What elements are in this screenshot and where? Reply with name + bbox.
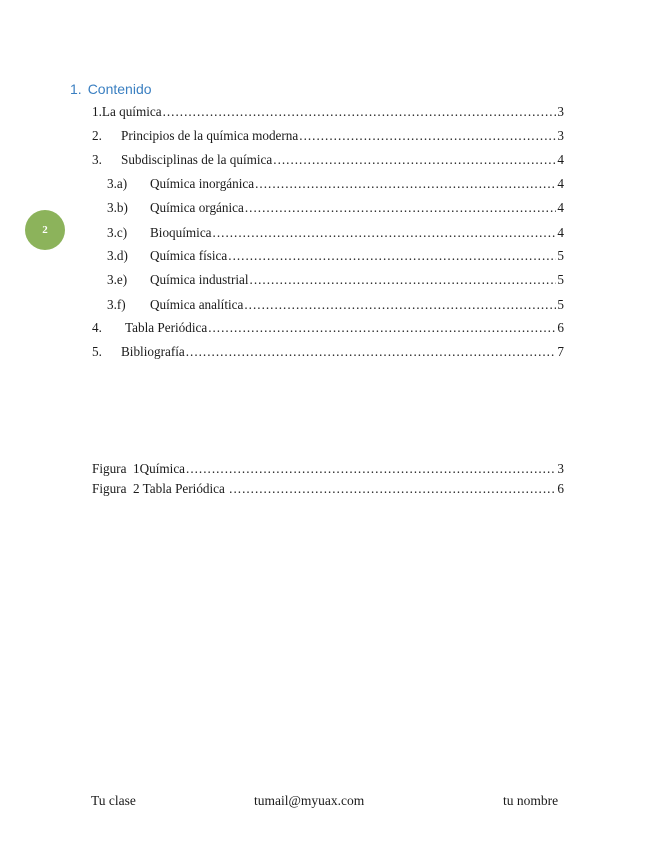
figure-entry-label: Figura 1Química <box>92 461 186 476</box>
toc-leader-dots <box>250 272 557 288</box>
toc-entry-page: 5 <box>557 272 564 287</box>
toc-leader-dots <box>245 200 557 216</box>
toc-entry[interactable] <box>92 128 564 144</box>
toc-entry[interactable] <box>92 104 564 120</box>
toc-entry-number: 3.e) <box>107 272 128 287</box>
toc-entry-label: Bioquímica <box>150 225 212 240</box>
toc-entry-number: 5. <box>92 344 102 359</box>
footer-right: tu nombre <box>503 793 559 808</box>
toc-entry-label: La química <box>101 104 162 119</box>
toc-leader-dots <box>186 344 557 360</box>
toc-entry-page: 4 <box>557 200 564 215</box>
toc-entry[interactable] <box>92 344 564 360</box>
toc-entry-number: 3.b) <box>107 200 128 215</box>
toc-entry[interactable] <box>107 176 564 192</box>
toc-entry-number: 1. <box>92 104 102 119</box>
toc-heading-number: 1. <box>70 81 82 97</box>
toc-entry-page: 4 <box>557 225 564 240</box>
toc-entry-label: Química orgánica <box>150 200 244 215</box>
toc-entry-page: 6 <box>557 320 564 335</box>
toc-entry-page: 5 <box>557 297 564 312</box>
page-number-badge: 2 <box>25 210 65 250</box>
toc-entry-number: 3.c) <box>107 225 128 240</box>
figure-entry[interactable] <box>92 461 564 477</box>
toc-entry-label: Química analítica <box>150 297 244 312</box>
footer-left: Tu clase <box>91 793 136 808</box>
toc-entry-number: 2. <box>92 128 102 143</box>
toc-entry-label: Química industrial <box>150 272 249 287</box>
toc-entry-label: Tabla Periódica <box>125 320 208 335</box>
toc-entry-label: Química física <box>150 248 228 263</box>
toc-entry-number: 3.a) <box>107 176 128 191</box>
toc-leader-dots <box>229 481 556 497</box>
toc-entry-number: 3. <box>92 152 102 167</box>
toc-entry-number: 4. <box>92 320 102 335</box>
toc-entry[interactable] <box>107 248 564 264</box>
toc-entry[interactable] <box>92 320 564 336</box>
toc-entry[interactable] <box>107 225 564 241</box>
toc-entry-label: Bibliografía <box>121 344 185 359</box>
toc-entry[interactable] <box>107 297 564 313</box>
toc-leader-dots <box>186 461 556 477</box>
toc-entry-label: Principios de la química moderna <box>121 128 299 143</box>
toc-leader-dots <box>299 128 556 144</box>
toc-leader-dots <box>208 320 556 336</box>
toc-entry[interactable] <box>107 272 564 288</box>
toc-leader-dots <box>244 297 556 313</box>
toc-heading <box>70 81 152 97</box>
toc-entry[interactable] <box>107 200 564 216</box>
toc-entry-page: 3 <box>557 128 564 143</box>
toc-leader-dots <box>228 248 556 264</box>
toc-leader-dots <box>255 176 556 192</box>
figure-entry-label: Figura 2 Tabla Periódica <box>92 481 229 496</box>
toc-entry[interactable] <box>92 152 564 168</box>
toc-leader-dots <box>213 225 557 241</box>
figure-entry-page: 3 <box>557 461 564 476</box>
toc-entry-page: 5 <box>557 248 564 263</box>
toc-entry-label: Química inorgánica <box>150 176 255 191</box>
figure-entry-page: 6 <box>557 481 564 496</box>
figure-entry[interactable] <box>92 481 564 497</box>
footer-center: tumail@myuax.com <box>254 793 365 808</box>
toc-entry-label: Subdisciplinas de la química <box>121 152 273 167</box>
toc-heading-label: Contenido <box>87 81 152 97</box>
toc-entry-page: 7 <box>557 344 564 359</box>
toc-entry-number: 3.d) <box>107 248 128 263</box>
toc-leader-dots <box>163 104 557 120</box>
toc-entry-number: 3.f) <box>107 297 126 312</box>
toc-entry-page: 3 <box>557 104 564 119</box>
toc-entry-page: 4 <box>557 176 564 191</box>
toc-entry-page: 4 <box>557 152 564 167</box>
toc-leader-dots <box>273 152 556 168</box>
